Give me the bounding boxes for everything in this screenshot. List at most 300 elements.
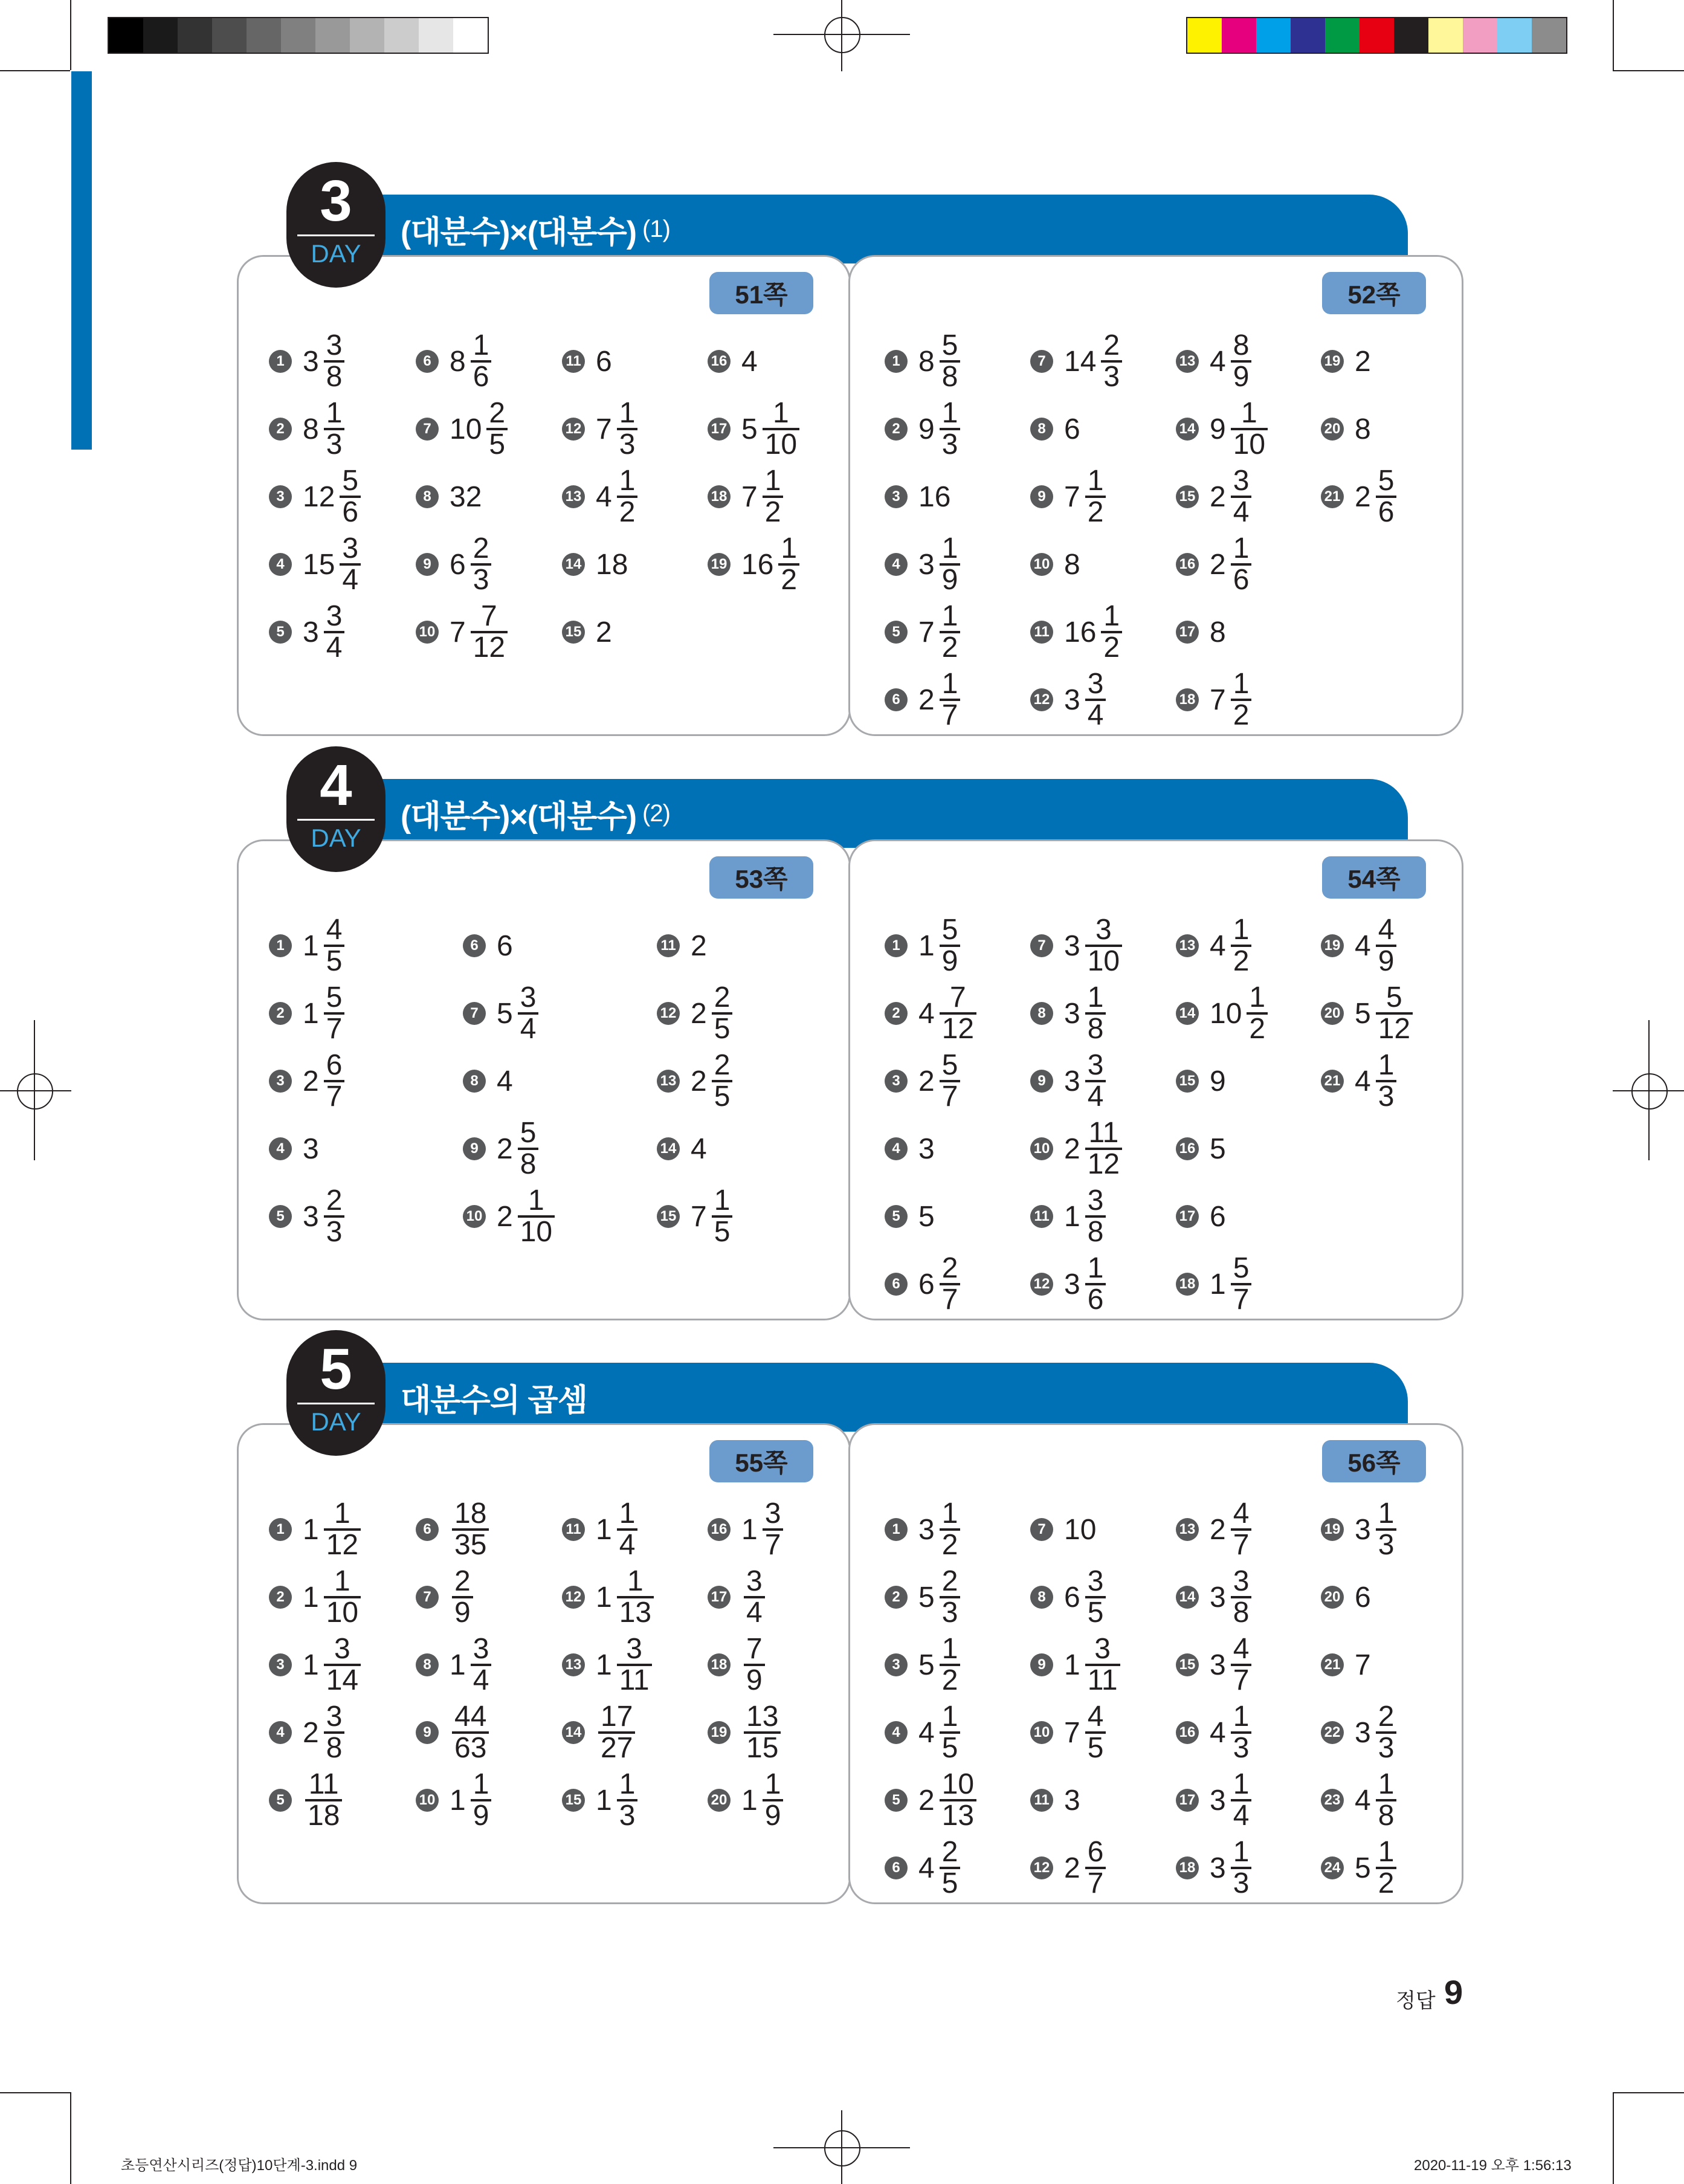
denominator: 3: [1231, 1731, 1252, 1763]
fraction: [1085, 1635, 1120, 1695]
page-label-right: 52쪽: [1322, 272, 1426, 314]
denominator: 6: [1231, 563, 1252, 595]
number-badge: 4: [269, 1721, 292, 1744]
numerator: 1: [473, 1768, 489, 1800]
numerator: 2: [1378, 1701, 1395, 1733]
left-answer-item: [463, 983, 538, 1044]
denominator: 9: [744, 1664, 765, 1695]
whole-part: 4: [1355, 929, 1371, 962]
numerator: 3: [334, 1633, 350, 1665]
right-answer-item: [1030, 1838, 1106, 1898]
registration-mark: [17, 1073, 53, 1110]
left-answer-item: [269, 602, 344, 662]
registration-mark: [824, 17, 860, 53]
whole-part: 5: [497, 997, 513, 1030]
numerator: 3: [326, 600, 343, 632]
right-answer-item: [1030, 1635, 1120, 1695]
numerator: 3: [326, 1701, 343, 1733]
fraction: [1231, 916, 1252, 976]
color-swatch: [453, 18, 488, 53]
whole-part: 3: [1210, 1784, 1226, 1817]
numerator: 1: [627, 1565, 644, 1597]
whole-part: 5: [918, 1649, 935, 1681]
right-answer-item: [885, 467, 953, 527]
left-answer-item: [562, 467, 637, 527]
right-answer-item: [885, 1567, 960, 1627]
fraction: [1376, 1838, 1397, 1898]
fraction: [1376, 1499, 1397, 1560]
right-answer-item: [1176, 670, 1251, 730]
whole-part: 3: [1064, 929, 1080, 962]
number-badge: 12: [657, 1002, 680, 1025]
fraction: [940, 1051, 961, 1111]
fraction: [1231, 1567, 1252, 1627]
whole-part: 2: [1355, 345, 1371, 378]
whole-part: 1: [596, 1581, 612, 1614]
right-answer-item: [1321, 1838, 1396, 1898]
right-answer-item: [1030, 534, 1083, 595]
left-answer-item: [463, 916, 515, 976]
number-badge: 24: [1321, 1856, 1344, 1879]
numerator: 3: [473, 1633, 489, 1665]
fraction: [324, 1567, 361, 1627]
denominator: 7: [1231, 1283, 1252, 1314]
slug-timestamp: 2020-11-19 오후 1:56:13: [1414, 2157, 1572, 2174]
process-color-bar: [1186, 17, 1567, 54]
fraction: [763, 1499, 784, 1560]
numerator: 1: [1249, 981, 1266, 1013]
day-label: DAY: [311, 1407, 361, 1436]
fraction: [452, 1567, 473, 1627]
color-swatch: [212, 18, 247, 53]
denominator: 2: [617, 496, 638, 527]
fraction: [1085, 1702, 1106, 1763]
number-badge: 9: [416, 553, 439, 576]
fraction: [1247, 983, 1268, 1044]
registration-mark: [0, 1090, 71, 1091]
whole-part: 4: [1355, 1784, 1371, 1817]
fraction: [324, 983, 345, 1044]
whole-part: 8: [1210, 616, 1226, 648]
denominator: 7: [940, 1283, 961, 1314]
denominator: 5: [712, 1215, 733, 1247]
whole-part: 2: [918, 1065, 935, 1097]
denominator: 9: [763, 1799, 784, 1830]
number-badge: 6: [885, 1273, 908, 1296]
slug-filename: 초등연산시리즈(정답)10단계-3.indd 9: [121, 2157, 358, 2174]
denominator: 10: [324, 1596, 361, 1627]
numerator: 11: [1088, 1117, 1119, 1149]
left-answer-item: [562, 331, 615, 392]
whole-part: 3: [303, 616, 319, 648]
number-badge: 17: [1176, 1789, 1199, 1812]
whole-part: 8: [918, 345, 935, 378]
denominator: 5: [940, 1731, 961, 1763]
color-swatch: [1463, 18, 1497, 53]
denominator: 3: [1231, 1867, 1252, 1898]
color-swatch: [109, 18, 143, 53]
denominator: 7: [940, 1080, 961, 1111]
whole-part: 3: [1064, 1268, 1080, 1300]
denominator: 3: [1376, 1528, 1397, 1560]
whole-part: 2: [691, 929, 707, 962]
right-answer-item: [1030, 1567, 1106, 1627]
fraction: [324, 1635, 361, 1695]
left-answer-item: [269, 467, 361, 527]
right-answer-item: [1321, 983, 1413, 1044]
denominator: 5: [1085, 1731, 1106, 1763]
denominator: 3: [471, 563, 492, 595]
fraction: [324, 331, 345, 392]
day-label: DAY: [311, 824, 361, 852]
whole-part: 10: [450, 413, 482, 445]
denominator: 2: [1101, 631, 1122, 662]
whole-part: 16: [918, 480, 951, 513]
numerator: 3: [1087, 1184, 1104, 1216]
numerator: 5: [1233, 1252, 1250, 1284]
denominator: 8: [324, 360, 345, 392]
numerator: 1: [1087, 1252, 1104, 1284]
numerator: 3: [1233, 465, 1250, 497]
fraction: [712, 983, 733, 1044]
numerator: 2: [714, 981, 731, 1013]
left-answer-item: [416, 331, 491, 392]
section-title-suffix: (1): [642, 215, 670, 242]
fraction: [712, 1051, 733, 1111]
number-badge: 13: [1176, 1518, 1199, 1541]
numerator: 2: [941, 1565, 958, 1597]
fraction: [1231, 1499, 1252, 1560]
color-swatch: [1532, 18, 1566, 53]
whole-part: 1: [1210, 1268, 1226, 1300]
number-badge: 14: [1176, 1586, 1199, 1609]
numerator: 4: [1378, 914, 1395, 946]
whole-part: 10: [1064, 1513, 1097, 1546]
fraction: [940, 1499, 961, 1560]
crop-mark: [1613, 70, 1684, 71]
left-answer-item: [416, 467, 484, 527]
fraction: [1231, 399, 1268, 459]
left-answer-item: [562, 1567, 654, 1627]
number-badge: 21: [1321, 1070, 1344, 1093]
numerator: 1: [1103, 600, 1120, 632]
number-badge: 1: [885, 1518, 908, 1541]
fraction: [1085, 1254, 1106, 1314]
number-badge: 2: [269, 1002, 292, 1025]
whole-part: 1: [303, 1581, 319, 1614]
right-answer-item: [1030, 1254, 1106, 1314]
number-badge: 1: [885, 934, 908, 957]
color-swatch: [1497, 18, 1532, 53]
number-badge: 13: [562, 485, 585, 508]
right-answer-item: [885, 1499, 960, 1560]
whole-part: 9: [918, 413, 935, 445]
whole-part: 32: [450, 480, 482, 513]
day-divider: [297, 1403, 375, 1404]
whole-part: 3: [1064, 1784, 1080, 1817]
whole-part: 3: [1210, 1649, 1226, 1681]
right-answer-item: [1176, 534, 1251, 595]
right-answer-item: [1321, 916, 1396, 976]
fraction: [1376, 983, 1413, 1044]
day-number: 5: [320, 1337, 352, 1401]
side-color-strip: [71, 71, 92, 450]
whole-part: 1: [1064, 1649, 1080, 1681]
denominator: 12: [1376, 1012, 1413, 1044]
numerator: 1: [1087, 981, 1104, 1013]
numerator: 1: [1087, 465, 1104, 497]
number-badge: 17: [708, 418, 731, 441]
right-answer-item: [885, 1254, 960, 1314]
fraction: [940, 983, 976, 1044]
numerator: 2: [489, 397, 506, 429]
numerator: 3: [342, 532, 359, 564]
fraction: [598, 1702, 635, 1763]
fraction: [518, 1186, 555, 1247]
whole-part: 8: [1355, 413, 1371, 445]
color-swatch: [419, 18, 453, 53]
numerator: 3: [1087, 1049, 1104, 1081]
denominator: 9: [471, 1799, 492, 1830]
numerator: 3: [326, 329, 343, 361]
number-badge: 5: [885, 1205, 908, 1228]
whole-part: 6: [1064, 413, 1080, 445]
numerator: 1: [473, 329, 489, 361]
numerator: 1: [714, 1184, 731, 1216]
number-badge: 10: [1030, 553, 1053, 576]
number-badge: 17: [1176, 1205, 1199, 1228]
numerator: 4: [1233, 1497, 1250, 1530]
numerator: 6: [1087, 1836, 1104, 1868]
whole-part: 15: [303, 548, 335, 581]
number-badge: 22: [1321, 1721, 1344, 1744]
fraction: [940, 670, 961, 730]
number-badge: 18: [1176, 1273, 1199, 1296]
number-badge: 4: [269, 553, 292, 576]
denominator: 5: [1085, 1596, 1106, 1627]
fraction: [518, 983, 539, 1044]
whole-part: 7: [1064, 480, 1080, 513]
whole-part: 1: [303, 929, 319, 962]
whole-part: 18: [596, 548, 628, 581]
fraction: [324, 1702, 345, 1763]
number-badge: 6: [416, 350, 439, 373]
numerator: 6: [326, 1049, 343, 1081]
numerator: 1: [619, 397, 636, 429]
numerator: 3: [626, 1633, 642, 1665]
number-badge: 19: [1321, 1518, 1344, 1541]
whole-part: 4: [596, 480, 612, 513]
right-answer-item: [1030, 1186, 1106, 1247]
numerator: 1: [1378, 1049, 1395, 1081]
numerator: 1: [1241, 397, 1257, 429]
number-badge: 11: [562, 350, 585, 373]
number-badge: 8: [416, 1653, 439, 1676]
fraction: [324, 399, 345, 459]
fraction: [617, 1499, 638, 1560]
whole-part: 3: [918, 548, 935, 581]
numerator: 7: [481, 600, 497, 632]
section-title-suffix: (2): [642, 800, 670, 827]
denominator: 9: [940, 945, 961, 976]
day-badge: [286, 746, 386, 872]
number-badge: 1: [269, 1518, 292, 1541]
whole-part: 3: [1355, 1716, 1371, 1749]
numerator: 11: [308, 1768, 339, 1800]
left-answer-item: [269, 1567, 361, 1627]
right-answer-item: [1176, 1567, 1251, 1627]
right-answer-item: [1176, 602, 1228, 662]
number-badge: 9: [1030, 1653, 1053, 1676]
day-badge: [286, 1330, 386, 1456]
denominator: 2: [1231, 699, 1252, 730]
right-answer-item: [1176, 1838, 1251, 1898]
day-divider: [297, 234, 375, 236]
denominator: 8: [1085, 1012, 1106, 1044]
whole-part: 2: [691, 997, 707, 1030]
number-badge: 12: [562, 1586, 585, 1609]
number-badge: 17: [708, 1586, 731, 1609]
fraction: [1376, 1770, 1397, 1830]
number-badge: 2: [269, 1586, 292, 1609]
fraction: [940, 534, 961, 595]
whole-part: 10: [1210, 997, 1242, 1030]
number-badge: 6: [463, 934, 486, 957]
whole-part: 1: [596, 1513, 612, 1546]
fraction: [324, 1051, 345, 1111]
denominator: 2: [1085, 496, 1106, 527]
whole-part: 4: [1210, 345, 1226, 378]
fraction: [940, 399, 961, 459]
number-badge: 8: [463, 1070, 486, 1093]
crop-mark: [1613, 2092, 1614, 2184]
numerator: 1: [1233, 914, 1250, 946]
color-swatch: [350, 18, 384, 53]
left-answer-item: [416, 1635, 491, 1695]
denominator: 7: [1231, 1528, 1252, 1560]
whole-part: 1: [303, 997, 319, 1030]
numerator: 13: [746, 1701, 779, 1733]
right-answer-item: [885, 1635, 960, 1695]
number-badge: 13: [1176, 934, 1199, 957]
numerator: 5: [342, 465, 359, 497]
number-badge: 8: [1030, 1002, 1053, 1025]
numerator: 1: [1378, 1768, 1395, 1800]
number-badge: 6: [416, 1518, 439, 1541]
fraction: [940, 602, 961, 662]
left-answer-item: [463, 1051, 515, 1111]
numerator: 8: [1233, 329, 1250, 361]
denominator: 9: [1376, 945, 1397, 976]
numerator: 4: [326, 914, 343, 946]
denominator: 6: [1376, 496, 1397, 527]
number-badge: 16: [1176, 1721, 1199, 1744]
numerator: 17: [601, 1701, 633, 1733]
number-badge: 21: [1321, 1653, 1344, 1676]
whole-part: 1: [596, 1649, 612, 1681]
denominator: 4: [1231, 1799, 1252, 1830]
fraction: [763, 1770, 784, 1830]
crop-mark: [0, 2092, 70, 2093]
number-badge: 12: [1030, 1856, 1053, 1879]
whole-part: 8: [1064, 548, 1080, 581]
numerator: 1: [764, 465, 781, 497]
whole-part: 7: [918, 616, 935, 648]
page-number: 9: [1444, 1973, 1463, 2011]
whole-part: 14: [1064, 345, 1097, 378]
number-badge: 18: [708, 1653, 731, 1676]
page-label-left: 51쪽: [709, 272, 813, 314]
left-answer-item: [269, 916, 344, 976]
fraction: [340, 534, 361, 595]
whole-part: 6: [497, 929, 513, 962]
whole-part: 1: [596, 1784, 612, 1817]
whole-part: 2: [1210, 548, 1226, 581]
fraction: [940, 1635, 961, 1695]
fraction: [744, 1635, 765, 1695]
number-badge: 7: [1030, 1518, 1053, 1541]
whole-part: 7: [741, 480, 758, 513]
number-badge: 1: [269, 350, 292, 373]
fraction: [471, 1635, 492, 1695]
right-answer-item: [1030, 916, 1122, 976]
number-badge: 10: [416, 621, 439, 644]
number-badge: 5: [269, 1205, 292, 1228]
number-badge: 7: [463, 1002, 486, 1025]
numerator: 1: [1378, 1836, 1395, 1868]
fraction: [712, 1186, 733, 1247]
numerator: 5: [941, 914, 958, 946]
section-title-text: (대분수)×(대분수): [401, 799, 637, 835]
denominator: 4: [1085, 699, 1106, 730]
grayscale-color-bar: [108, 17, 489, 54]
denominator: 7: [940, 699, 961, 730]
whole-part: 1: [741, 1513, 758, 1546]
day-badge: [286, 162, 386, 288]
number-badge: 15: [1176, 1070, 1199, 1093]
crop-mark: [1613, 0, 1614, 70]
right-answer-item: [885, 1702, 960, 1763]
denominator: 5: [712, 1012, 733, 1044]
whole-part: 4: [1355, 1065, 1371, 1097]
denominator: 15: [744, 1731, 781, 1763]
number-badge: 10: [1030, 1721, 1053, 1744]
left-answer-item: [657, 1051, 732, 1111]
whole-part: 5: [1210, 1132, 1226, 1165]
denominator: 27: [598, 1731, 635, 1763]
number-badge: 1: [885, 350, 908, 373]
fraction: [1231, 1770, 1252, 1830]
number-badge: 20: [1321, 1002, 1344, 1025]
color-swatch: [143, 18, 178, 53]
left-answer-item: [708, 1635, 765, 1695]
page-label-right: 54쪽: [1322, 856, 1426, 899]
fraction: [617, 1635, 652, 1695]
number-badge: 3: [269, 1653, 292, 1676]
numerator: 1: [1233, 1836, 1250, 1868]
left-answer-item: [269, 1119, 321, 1179]
numerator: 3: [1095, 914, 1112, 946]
right-answer-item: [885, 602, 960, 662]
denominator: 35: [452, 1528, 489, 1560]
denominator: 10: [1231, 428, 1268, 459]
whole-part: 16: [741, 548, 774, 581]
right-answer-item: [1321, 1702, 1396, 1763]
whole-part: 1: [450, 1784, 466, 1817]
right-answer-item: [1321, 1567, 1373, 1627]
right-answer-item: [1176, 1051, 1228, 1111]
denominator: 13: [940, 1799, 976, 1830]
